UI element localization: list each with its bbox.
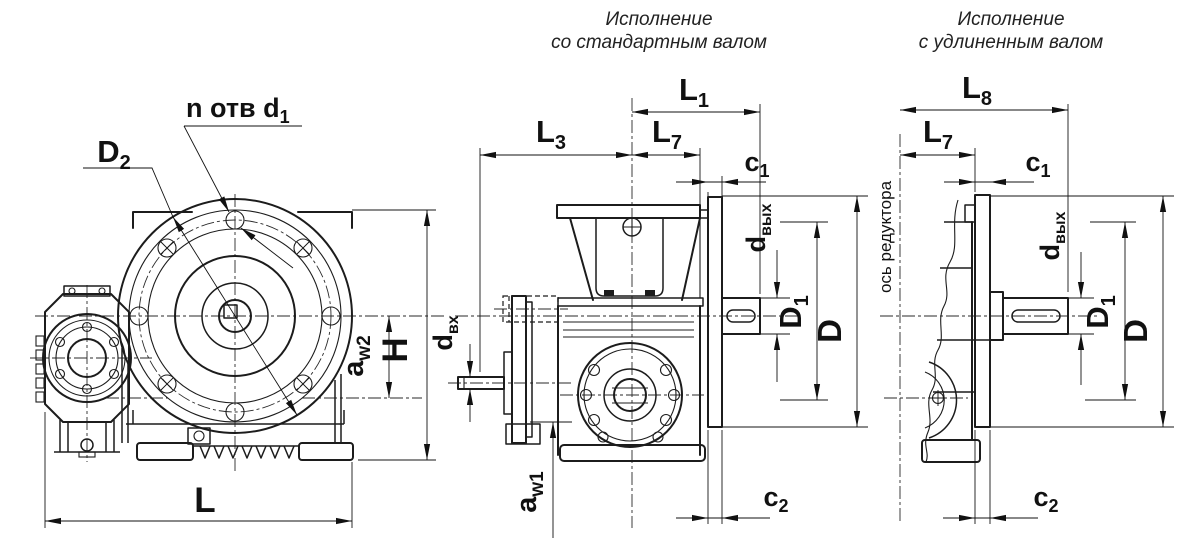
worm-unit-front <box>36 286 131 457</box>
label-aw2: $a_{w2}$ <box>338 335 375 377</box>
cooling-fins <box>200 446 294 458</box>
flange-mounting-tabs <box>126 212 352 424</box>
dim-n-holes-d1 <box>184 93 302 268</box>
dim-d-out-standard <box>741 203 790 382</box>
header-extended-line1: Исполнение <box>957 9 1065 30</box>
label-L: L <box>194 481 216 520</box>
dim-L3 <box>480 114 632 372</box>
label-c1-ext: $c_1$ <box>1025 147 1051 181</box>
dim-L <box>45 412 352 528</box>
input-flange-disc <box>512 296 526 443</box>
label-D1: $D_1$ <box>773 295 813 329</box>
dim-L7-extended <box>900 114 975 192</box>
side-std-output <box>708 197 760 427</box>
breather-plug <box>623 218 641 236</box>
output-flange-plate <box>708 197 722 427</box>
label-c1: $c_1$ <box>744 147 770 181</box>
worm-unit-fins <box>36 336 44 402</box>
output-flange-plate-ext <box>975 195 990 427</box>
label-L7-ext: $L_7$ <box>922 114 954 154</box>
header-standard-line2: со стандартным валом <box>551 32 767 53</box>
dim-aw1 <box>511 422 572 538</box>
dim-H <box>352 210 436 460</box>
label-c2: $c_2$ <box>763 482 789 516</box>
label-D1-ext: $D_1$ <box>1080 295 1120 329</box>
label-c2-ext: $c_2$ <box>1033 482 1059 516</box>
label-d-out: $d_{вых}$ <box>741 203 775 253</box>
label-reducer-axis: ось редуктора <box>876 180 895 294</box>
dim-c1-extended <box>944 147 1051 182</box>
view-headers <box>551 9 1103 53</box>
label-D: D <box>811 319 848 343</box>
label-d-in: $d_{вх}$ <box>428 315 462 351</box>
side-ext-housing <box>922 200 990 462</box>
dim-D1-standard <box>773 222 828 400</box>
header-standard-line1: Исполнение <box>605 9 713 30</box>
dim-c1-standard <box>676 147 770 197</box>
label-L1: $L_1$ <box>678 72 710 112</box>
break-line <box>926 200 958 462</box>
label-n-holes-d1: n отв $d_1$ <box>186 93 290 127</box>
side-std-housing <box>506 205 708 461</box>
label-D-ext: D <box>1117 319 1154 343</box>
label-d-out-ext: $d_{вых}$ <box>1035 211 1069 261</box>
header-extended-line2: с удлиненным валом <box>918 32 1104 53</box>
label-D2: $D_2$ <box>97 134 131 174</box>
side-view-extended <box>876 70 1174 524</box>
label-H: H <box>376 337 415 363</box>
left-foot <box>137 443 193 460</box>
label-L8: $L_8$ <box>961 70 993 110</box>
dim-D2 <box>83 134 297 415</box>
dim-D1-extended <box>1080 222 1136 400</box>
label-aw1: $a_{w1}$ <box>511 471 548 513</box>
label-L7: $L_7$ <box>651 114 683 154</box>
dim-L7-standard <box>632 114 700 205</box>
motor-mount-plate <box>557 205 700 218</box>
side-view-standard <box>428 72 868 538</box>
dim-L1 <box>632 72 760 294</box>
dim-d-in <box>428 315 470 422</box>
front-view <box>30 93 446 528</box>
motor-boss <box>596 218 663 296</box>
side-ext-foot <box>922 440 980 462</box>
dim-c2-extended <box>943 430 1059 524</box>
front-view-centerlines <box>30 194 446 472</box>
side-std-input <box>458 296 558 443</box>
label-L3: $L_3$ <box>535 114 567 154</box>
right-foot <box>299 443 353 460</box>
